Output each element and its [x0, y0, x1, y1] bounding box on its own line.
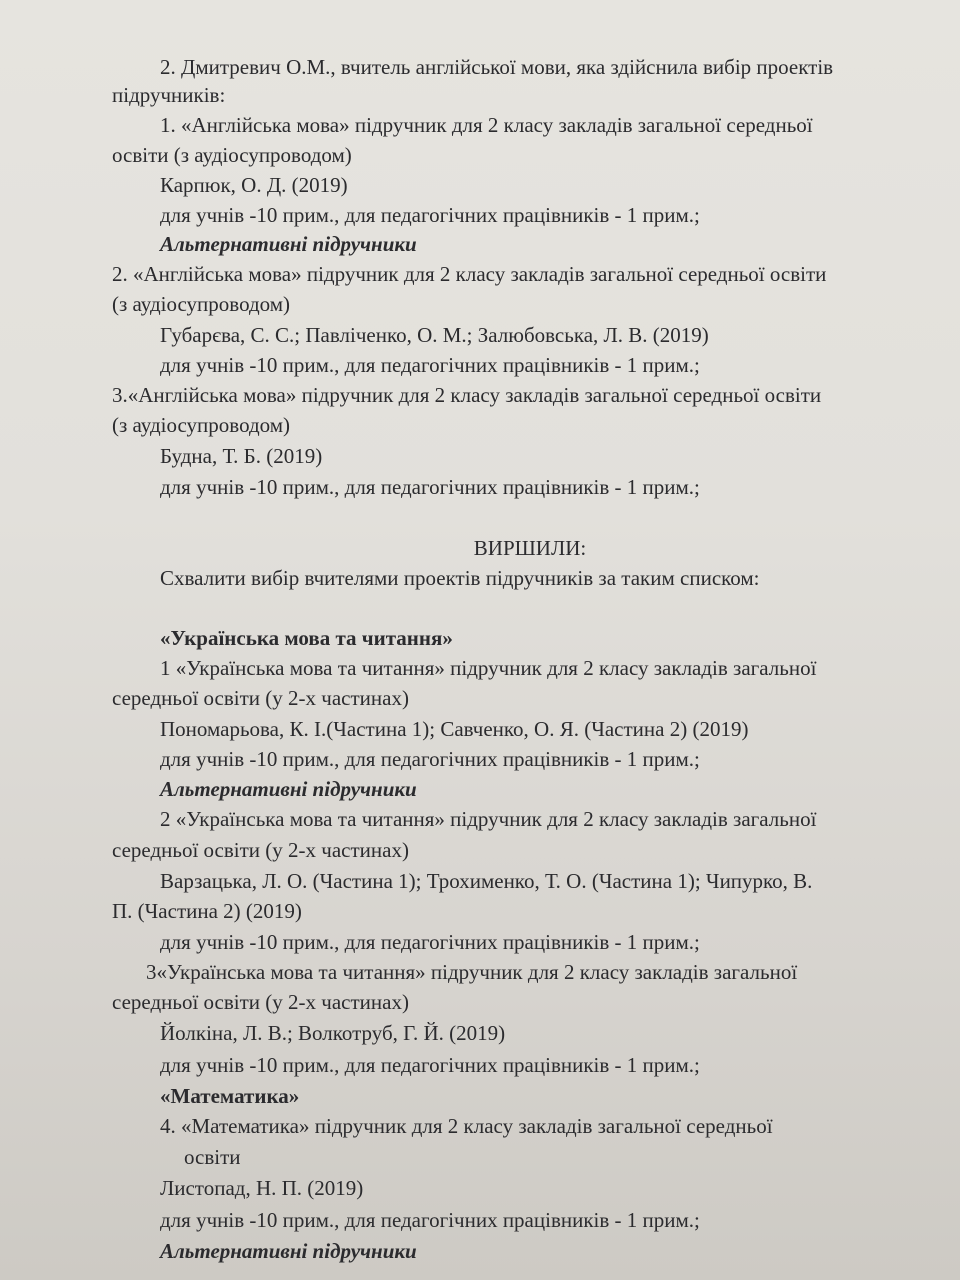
- math-main-copies: для учнів -10 прим., для педагогічних працівників - 1 прим.;: [160, 1208, 700, 1232]
- ukrainian-main-title: 1 «Українська мова та читання» підручник для 2 класу закладів загальної: [160, 656, 817, 680]
- ukrainian-alt-2-copies: для учнів -10 прим., для педагогічних працівників - 1 прим.;: [160, 930, 700, 954]
- math-alt-heading: Альтернативні підручники: [160, 1239, 417, 1263]
- ukrainian-main-copies: для учнів -10 прим., для педагогічних працівників - 1 прим.;: [160, 747, 700, 771]
- english-teacher-heading: 2. Дмитревич О.М., вчитель англійської мови, яка здійснила вибір проектів: [160, 55, 834, 79]
- decision-heading: ВИРШИЛИ:: [473, 536, 587, 560]
- english-teacher-heading-cont: підручників:: [112, 83, 226, 107]
- english-main-title: 1. «Англійська мова» підручник для 2 класу закладів загальної середньої: [160, 113, 813, 137]
- ukrainian-alt-2-title: 2 «Українська мова та читання» підручник для 2 класу закладів загальної: [160, 807, 817, 831]
- english-main-copies: для учнів -10 прим., для педагогічних працівників - 1 прим.;: [160, 203, 700, 227]
- english-alt-3-title: 3.«Англійська мова» підручник для 2 класу закладів загальної середньої освіти: [112, 383, 822, 407]
- math-main-authors: Листопад, Н. П. (2019): [160, 1176, 364, 1200]
- ukrainian-alt-3-title-cont: середньої освіти (у 2-х частинах): [112, 990, 409, 1014]
- ukrainian-alt-2-title-cont: середньої освіти (у 2-х частинах): [112, 838, 409, 862]
- english-alt-3-authors: Будна, Т. Б. (2019): [160, 444, 323, 468]
- ukrainian-alt-3-copies: для учнів -10 прим., для педагогічних працівників - 1 прим.;: [160, 1053, 700, 1077]
- decision-text: Схвалити вибір вчителями проектів підручників за таким списком:: [160, 566, 760, 590]
- english-alt-3-copies: для учнів -10 прим., для педагогічних працівників - 1 прим.;: [160, 475, 700, 499]
- ukrainian-alt-heading: Альтернативні підручники: [160, 777, 417, 801]
- ukrainian-main-authors: Пономарьова, К. І.(Частина 1); Савченко, О. Я. (Частина 2) (2019): [160, 717, 749, 741]
- english-alt-2-copies: для учнів -10 прим., для педагогічних працівників - 1 прим.;: [160, 353, 700, 377]
- english-alt-2-title: 2. «Англійська мова» підручник для 2 класу закладів загальної середньої освіти: [112, 262, 827, 286]
- english-main-authors: Карпюк, О. Д. (2019): [160, 173, 348, 197]
- math-subject-heading: «Математика»: [160, 1084, 300, 1108]
- ukrainian-alt-2-authors: Варзацька, Л. О. (Частина 1); Трохименко, Т. О. (Частина 1); Чипурко, В.: [160, 869, 813, 893]
- english-alt-heading: Альтернативні підручники: [160, 232, 417, 256]
- english-main-title-cont: освіти (з аудіосупроводом): [112, 143, 352, 167]
- ukrainian-subject-heading: «Українська мова та читання»: [160, 626, 453, 650]
- english-alt-3-title-cont: (з аудіосупроводом): [112, 413, 291, 437]
- ukrainian-alt-3-title: 3«Українська мова та читання» підручник для 2 класу закладів загальної: [146, 960, 798, 984]
- ukrainian-main-title-cont: середньої освіти (у 2-х частинах): [112, 686, 409, 710]
- math-main-title: 4. «Математика» підручник для 2 класу закладів загальної середньої: [160, 1114, 773, 1138]
- english-alt-2-title-cont: (з аудіосупроводом): [112, 292, 291, 316]
- ukrainian-alt-3-authors: Йолкіна, Л. В.; Волкотруб, Г. Й. (2019): [160, 1021, 506, 1045]
- math-main-title-cont: освіти: [184, 1145, 241, 1169]
- ukrainian-alt-2-authors-cont: П. (Частина 2) (2019): [112, 899, 302, 923]
- english-alt-2-authors: Губарєва, С. С.; Павліченко, О. М.; Залюбовська, Л. В. (2019): [160, 323, 709, 347]
